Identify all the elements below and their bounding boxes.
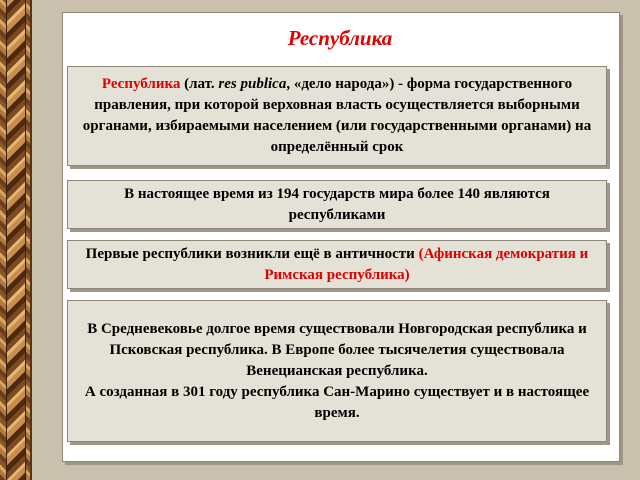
definition-text (76, 74, 598, 158)
republic-count-box (67, 180, 607, 229)
middle-ages-text (76, 319, 598, 424)
republic-count-text: В настоящее время из 194 государств мира более 140 являются республиками (124, 185, 550, 223)
antiquity-main: Первые республики возникли ещё в античности (85, 245, 419, 262)
middle-ages-line-2: А созданная в 301 году республика Сан-Марино существует и в настоящее время. (84, 383, 590, 421)
middle-ages-line-1: В Средневековье долгое время существовали Новгородская республика и Псковская республика. В Европе более тысячелетия существовала Венецианская республика. (87, 320, 587, 379)
latin-term: res publica (218, 76, 287, 92)
decorative-parquet-strip (0, 0, 32, 480)
antiquity-box (67, 240, 607, 289)
definition-part-1: (лат. (180, 76, 219, 92)
definition-part-2: , «дело народа») - форма государственного правления, при которой верховная власть осуществляется выборными органами, избираемыми населением (или государственными органами) на определённый срок (82, 76, 592, 155)
antiquity-text (76, 244, 598, 286)
antiquity-examples: (Афинская демократия и Римская республика) (264, 245, 589, 283)
definition-box (67, 66, 607, 166)
middle-ages-box (67, 300, 607, 442)
slide-title: Республика (287, 26, 393, 50)
decorative-parquet-inner (6, 0, 26, 480)
definition-term: Республика (101, 76, 181, 92)
